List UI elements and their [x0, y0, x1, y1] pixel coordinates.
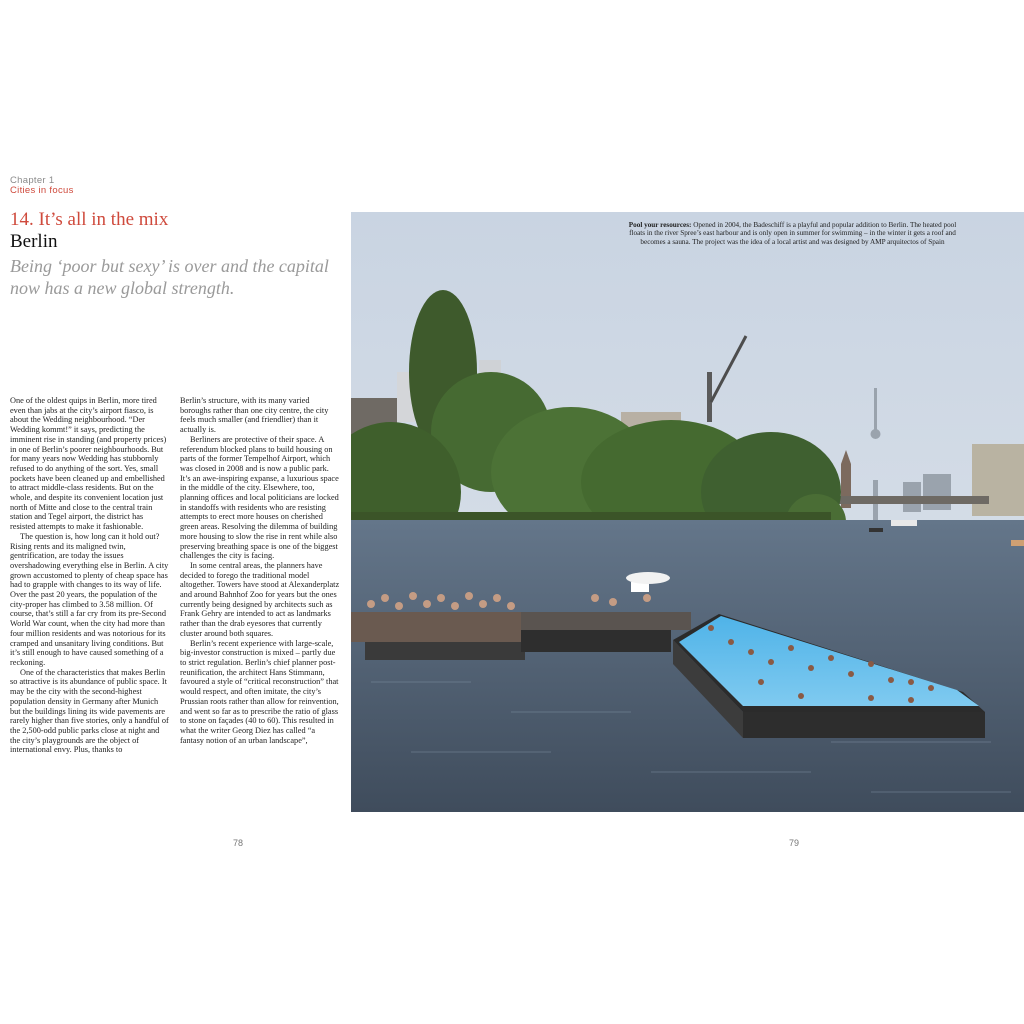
caption-lead: Pool your resources:: [628, 221, 692, 229]
caption-text: Opened in 2004, the Badeschiff is a playful and popular addition to Berlin. The heated pool floats in the river Spree’s east harbour and is only open in summer for swimming – in the winter it gets a roof and becomes a sauna. The project was the idea of a local artist and was designed by AMP arquitectos of Spain: [629, 221, 957, 246]
article-title-block: [10, 208, 345, 299]
body-paragraph: Berlin’s recent experience with large-scale, big-investor construction is mixed – partly due to strict regulation. Berlin’s chief planner post-reunification, the architect Hans Stimmann, favoured a style of “critical reconstruction” that would respect, and often imitate, the city’s Prussian roots rather than allow for reinvention, and went so far as to prescribe the ratio of glass to stone on façades (40 to 60). This resulted in what the writer Georg Diez has called “a fantasy notion of an urban landscape”,: [180, 638, 339, 745]
section-label: Cities in focus: [10, 185, 74, 196]
article-number-title: 14. It’s all in the mix: [10, 209, 169, 230]
body-paragraph: Berliners are protective of their space. A referendum blocked plans to build housing on parts of the former Tempelhof Airport, which was closed in 2008 and is now a public park. It’s an awe-inspiring expanse, a luxurious space in the middle of the city. Elsewhere, too, planning offices and local politicians are locked in standoffs with residents who are resisting attempts to erect more houses on cherished green areas. Resolving the dilemma of building more housing to slow the rise in rent while also preserving breathing space is one of the biggest challenges the city is facing.: [180, 434, 339, 561]
body-paragraph: In some central areas, the planners have decided to forego the traditional model altogether. Towers have stood at Alexanderplatz and around Bahnhof Zoo for years but the ones currently being designed by architects such as Frank Gehry are intended to act as landmarks rather than the drab eyesores that currently cluster around both squares.: [180, 560, 340, 638]
page-number-right: 79: [789, 838, 800, 848]
body-paragraph: One of the characteristics that makes Berlin so attractive is its abundance of public space. It may be the city with the second-highest population density in Germany after Munich but the buildings lining its wide pavements are rarely higher than five stories, only a handful of the 2,500-odd public parks close at night and the city’s playgrounds are the object of international envy. Plus, thanks to: [10, 667, 169, 755]
photo-illustration: [351, 212, 1024, 812]
body-column-left: [10, 396, 170, 755]
page-number-left: 78: [233, 838, 244, 848]
badeschiff-photo: [351, 212, 1024, 812]
body-column-right: [180, 396, 340, 745]
photo-caption: [620, 221, 965, 246]
running-head: [10, 176, 74, 196]
body-paragraph: The question is, how long can it hold out? Rising rents and its maligned twin, gentrification, are today the issues overshadowing everything else in Berlin. A city grown accustomed to plenty of cheap space has had to grapple with changes to its way of life. Over the past 20 years, the population of the city-proper has climbed to 3.58 million. Of course, that’s still a far cry from its pre-Second World War count, when the city had more than four million residents and was notorious for its cramped and unsanitary living conditions. But it’s still enough to have caused something of a reckoning.: [10, 531, 169, 667]
body-paragraph: One of the oldest quips in Berlin, more tired even than jabs at the city’s airport fiasco, is about the Wedding neighbourhood. “Der Wedding kommt!” it says, predicting the imminent rise in standing (and property prices) in one of Berlin’s poorer neighbourhoods. But for many years now Wedding has stubbornly refused to do anything of the sort. Yes, small pockets have been cleaned up and embellished to attract middle-class residents. But on the whole, and despite its convenient location just north of Mitte and close to the central train station and Tegel airport, the district has resisted attempts to make it fashionable.: [10, 396, 167, 532]
body-paragraph: Berlin’s structure, with its many varied boroughs rather than one city centre, the city feels much smaller (and friendlier) than it actually is.: [180, 396, 329, 435]
article-city: Berlin: [10, 231, 58, 252]
article-deck: Being ‘poor but sexy’ is over and the capital now has a new global strength.: [10, 256, 329, 298]
chapter-label: Chapter 1: [10, 175, 55, 186]
